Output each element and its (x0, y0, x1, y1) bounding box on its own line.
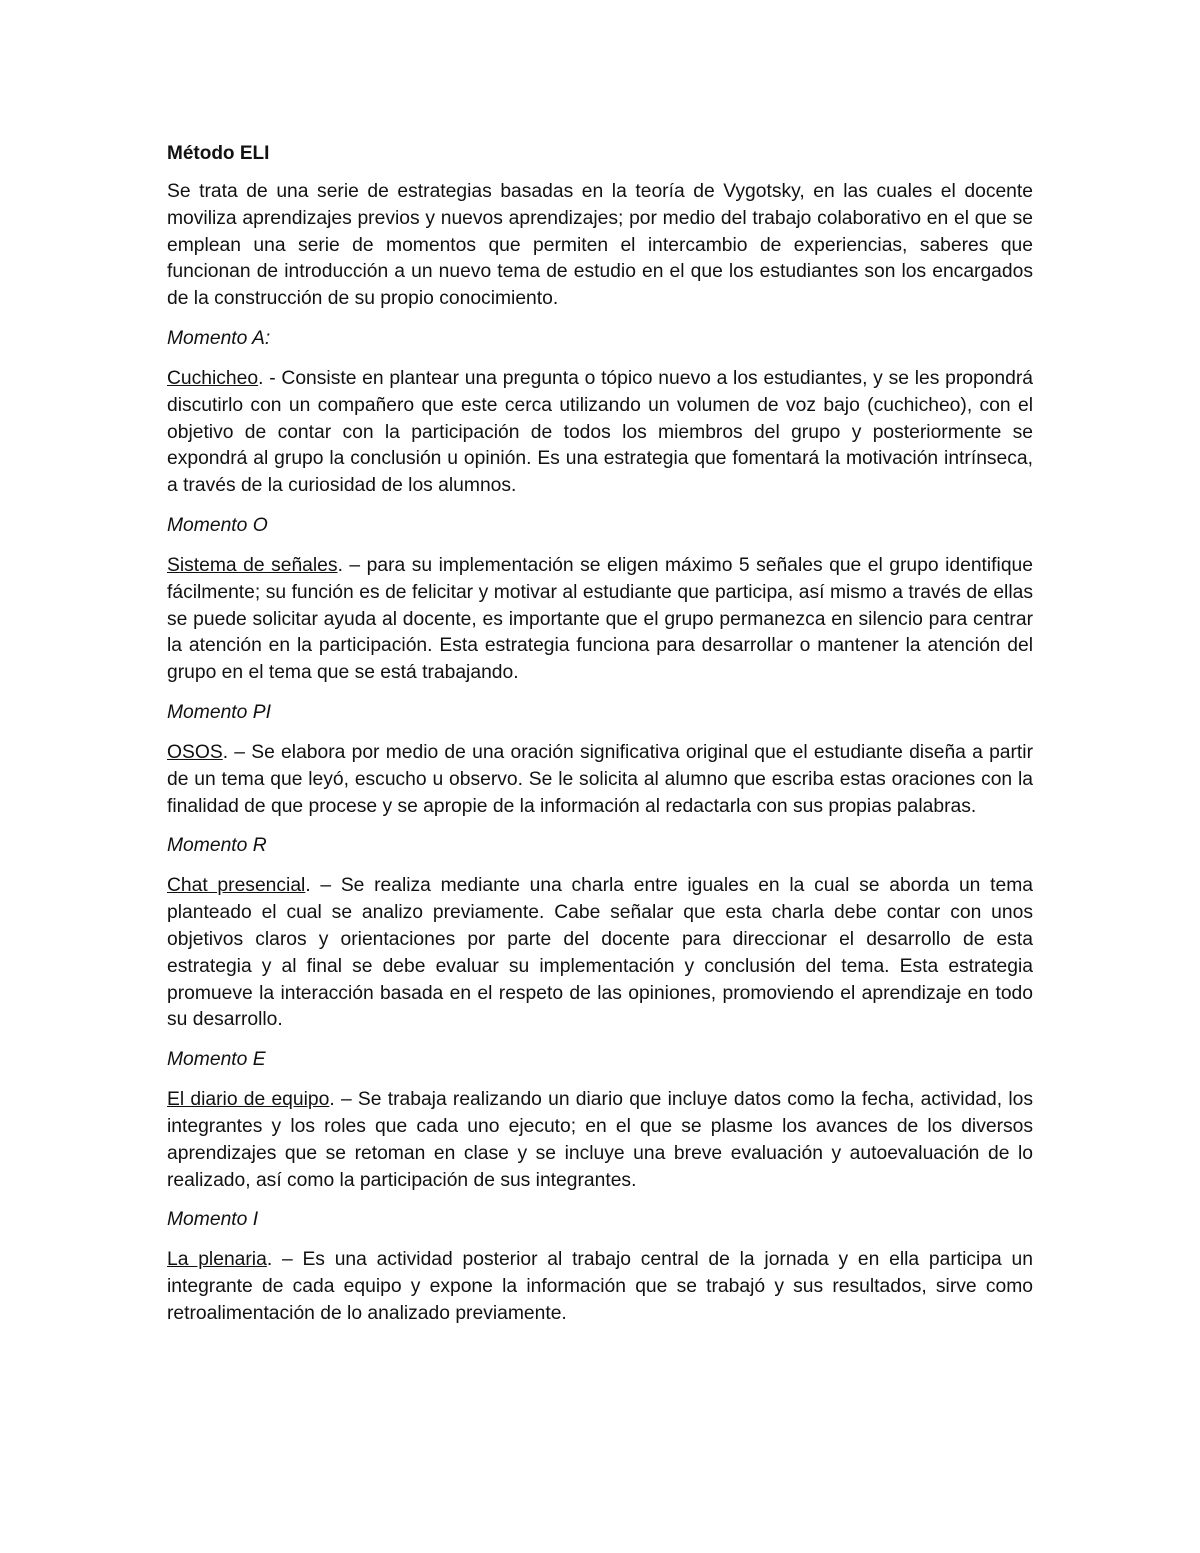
document-page (167, 140, 1033, 1340)
term-osos: OSOS (167, 741, 223, 763)
section-paragraph-r (167, 873, 1033, 1034)
section-text-o: . – para su implementación se eligen máximo 5 señales que el grupo identifique fácilmente; su función es de felicitar y motivar al estudiante que participa, así mismo a través de ellas se puede solicitar ayuda al docente, es importante que el grupo permanezca en silencio para centrar la atención en la participación. Esta estrategia funciona para desarrollar o mantener la atención del grupo en el tema que se está trabajando. (167, 554, 1033, 684)
term-diario-de-equipo: El diario de equipo (167, 1089, 330, 1111)
term-cuchicheo: Cuchicheo (167, 367, 259, 389)
moment-heading-pi: Momento PI (167, 701, 271, 723)
term-chat-presencial: Chat presencial (167, 875, 306, 897)
moment-heading-i: Momento I (167, 1209, 259, 1231)
section-paragraph-e (167, 1087, 1033, 1194)
document-title: Método ELI (167, 143, 270, 164)
section-text-pi: . – Se elabora por medio de una oración significativa original que el estudiante diseña a partir de un tema que leyó, escucho u observo. Se le solicita al alumno que escriba estas oraciones con la finalidad de que procese y se apropie de la información al redactarla con sus propias palabras. (167, 741, 1033, 817)
section-text-a: . - Consiste en plantear una pregunta o tópico nuevo a los estudiantes, y se les propondrá discutirlo con un compañero que este cerca utilizando un volumen de voz bajo (cuchicheo), con el objetivo de contar con la participación de todos los miembros del grupo y posteriormente se expondrá al grupo la conclusión u opinión. Es una estrategia que fomentará la motivación intrínseca, a través de la curiosidad de los alumnos. (167, 367, 1033, 497)
moment-heading-o: Momento O (167, 514, 268, 536)
section-paragraph-o (167, 553, 1033, 687)
intro-paragraph: Se trata de una serie de estrategias basadas en la teoría de Vygotsky, en las cuales el docente moviliza aprendizajes previos y nuevos aprendizajes; por medio del trabajo colaborativo en el que se emplean una serie de momentos que permiten el intercambio de experiencias, saberes que funcionan de introducción a un nuevo tema de estudio en el que los estudiantes son los encargados de la construcción de su propio conocimiento. (167, 181, 1033, 310)
section-paragraph-a (167, 366, 1033, 500)
section-text-i: . – Es una actividad posterior al trabajo central de la jornada y en ella participa un integrante de cada equipo y expone la información que se trabajó y sus resultados, sirve como retroalimentación de lo analizado previamente. (167, 1249, 1033, 1324)
moment-heading-a: Momento A: (167, 327, 271, 349)
term-la-plenaria: La plenaria (167, 1249, 267, 1271)
term-sistema-de-senales: Sistema de señales (167, 554, 338, 576)
section-text-r: . – Se realiza mediante una charla entre iguales en la cual se aborda un tema planteado el cual se analizo previamente. Cabe señalar que esta charla debe contar con unos objetivos claros y orientaciones por parte del docente para direccionar el desarrollo de esta estrategia y al final se debe evaluar su implementación y conclusión del tema. Esta estrategia promueve la interacción basada en el respeto de las opiniones, promoviendo el aprendizaje en todo su desarrollo. (167, 875, 1033, 1031)
moment-heading-e: Momento E (167, 1049, 266, 1071)
section-paragraph-i (167, 1247, 1033, 1327)
moment-heading-r: Momento R (167, 835, 267, 857)
section-text-e: . – Se trabaja realizando un diario que incluye datos como la fecha, actividad, los integrantes y los roles que cada uno ejecuto; en el que se plasme los avances de los diversos aprendizajes que se retoman en clase y se incluye una breve evaluación y autoevaluación de lo realizado, así como la participación de sus integrantes. (167, 1089, 1033, 1191)
section-paragraph-pi (167, 740, 1033, 820)
